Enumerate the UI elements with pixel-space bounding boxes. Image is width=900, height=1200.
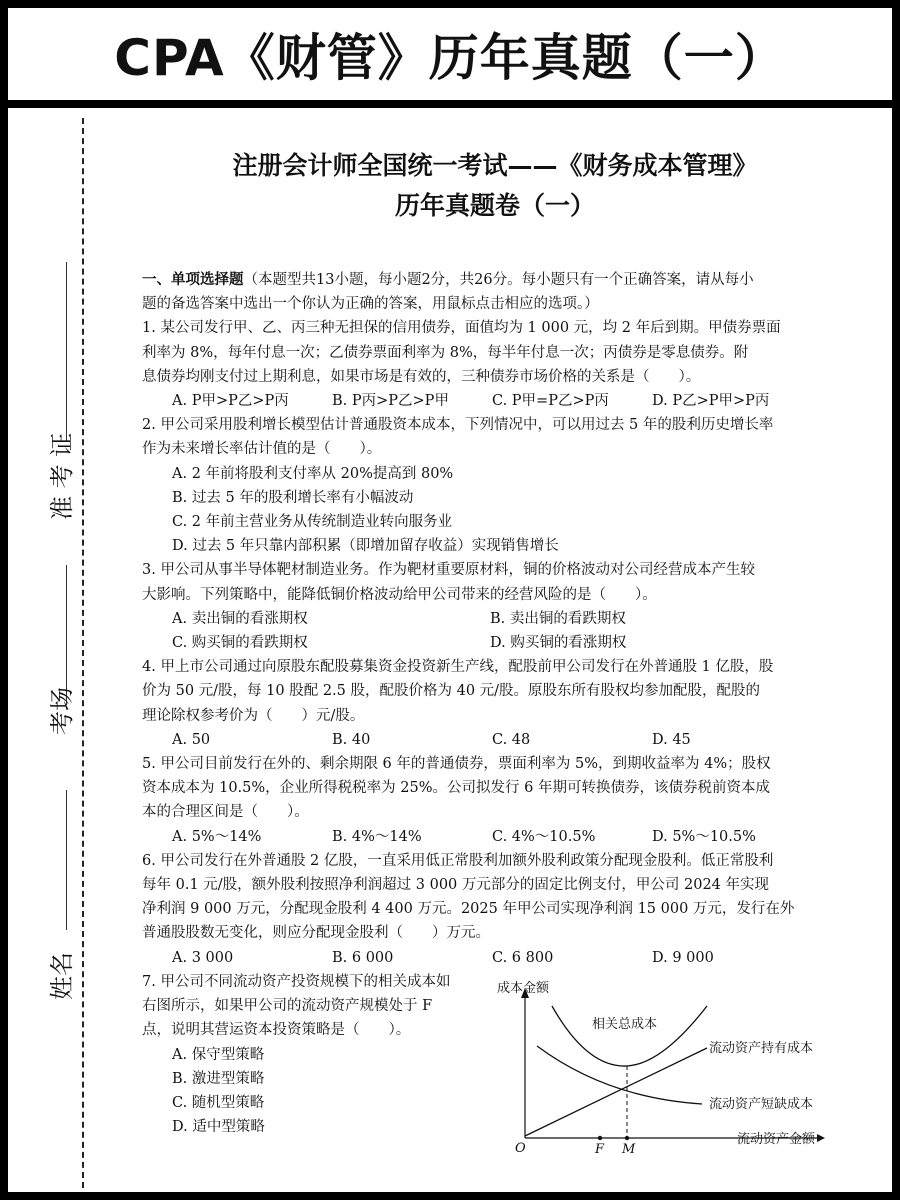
options-row [142, 728, 812, 752]
section-heading: 一、单项选择题 [142, 272, 244, 288]
question-6 [142, 849, 812, 970]
question-stem [142, 316, 812, 389]
stem-line: 大影响。下列策略中，能降低铜价格波动给甲公司带来的经营风险的是（ ）。 [142, 586, 657, 603]
stem-line: 3. 甲公司从事半导体靶材制造业务。作为靶材重要原材料，铜的价格波动对公司经营成本产生较 [142, 562, 755, 579]
stem-line: 息债券均刚支付过上期利息，如果市场是有效的，三种债券市场价格的关系是（ ）。 [142, 368, 701, 385]
chart-ylabel: 成本金额 [497, 981, 550, 996]
chart-origin-label: O [515, 1141, 526, 1153]
stem-line: 作为未来增长率估计值的是（ ）。 [142, 441, 382, 458]
chart-line-shortage-cost [537, 1046, 702, 1104]
chart-line-total-cost [552, 1006, 707, 1066]
question-3 [142, 558, 812, 655]
stem-line: 4. 甲上市公司通过向原股东配股募集资金投资新生产线，配股前甲公司发行在外普通股 1 亿股，股 [142, 659, 774, 676]
stem-line: 2. 甲公司采用股利增长模型估计普通股资本成本，下列情况中，可以用过去 5 年的股利历史增长率 [142, 417, 774, 434]
chart-marker-label-m: M [622, 1142, 636, 1153]
option-a[interactable]: A. 卖出铜的看涨期权 [172, 610, 308, 627]
option-c[interactable]: C. 48 [492, 731, 531, 748]
stem-line: 7. 甲公司不同流动资产投资规模下的相关成本如 [142, 973, 451, 990]
stem-line: 6. 甲公司发行在外普通股 2 亿股，一直采用低正常股利加额外股利政策分配现金股利。低正常股利 [142, 852, 774, 869]
option-d[interactable]: D. P乙>P甲>P丙 [652, 393, 770, 410]
chart-marker-label-f: F [595, 1142, 605, 1153]
option-a[interactable]: A. 保守型策略 [172, 1046, 265, 1063]
options-row [142, 631, 812, 655]
sidebar-field-exam-id: 准 考 证 [48, 432, 76, 520]
option-d[interactable]: D. 9 000 [652, 949, 714, 966]
chart-marker-m [625, 1136, 629, 1140]
question-stem [142, 655, 812, 728]
question-4 [142, 655, 812, 752]
stem-line: 资本成本为 10.5%，企业所得税税率为 25%。公司拟发行 6 年期可转换债券，该债券税前资本成 [142, 780, 770, 797]
option-b[interactable]: B. 6 000 [332, 949, 394, 966]
option-b[interactable]: B. 过去 5 年的股利增长率有小幅波动 [172, 489, 414, 506]
sidebar-field-exam-room: 考场 [48, 687, 76, 735]
sidebar-underline-name [66, 790, 67, 930]
binding-dashed-line [82, 118, 84, 1188]
stem-line: 点，说明其营运资本投资策略是（ ）。 [142, 1022, 411, 1039]
question-2 [142, 413, 812, 558]
chart-xlabel: 流动资产金额 [737, 1132, 816, 1147]
stem-line: 5. 甲公司目前发行在外的、剩余期限 6 年的普通债券，票面利率为 5%，到期收益率为 4%；股权 [142, 756, 771, 773]
option-a[interactable]: A. 2 年前将股利支付率从 20%提高到 80% [172, 465, 454, 482]
question-content [142, 268, 816, 1153]
sidebar-underline-exam-room [66, 565, 67, 705]
question-5 [142, 752, 812, 849]
option-b[interactable]: B. 卖出铜的看跌期权 [490, 610, 626, 627]
option-b[interactable]: B. 40 [332, 731, 371, 748]
question-1 [142, 316, 812, 413]
stem-line: 每年 0.1 元/股，额外股利按照净利润超过 3 000 万元部分的固定比例支付，甲公司 2024 年实现 [142, 877, 770, 894]
options-row [142, 389, 812, 413]
option-a[interactable]: A. P甲>P乙>P丙 [172, 393, 289, 410]
chart-series-label-shortage: 流动资产短缺成本 [709, 1097, 814, 1112]
question-stem [142, 849, 812, 946]
question-stem [142, 970, 472, 1043]
option-c[interactable]: C. 6 800 [492, 949, 554, 966]
options-row [142, 946, 812, 970]
question-7-text [142, 970, 472, 1139]
chart-series-label-total: 相关总成本 [592, 1017, 658, 1032]
cost-chart [497, 978, 827, 1153]
section-header [142, 268, 812, 292]
stem-line: 普通股股数无变化，则应分配现金股利（ ）万元。 [142, 925, 490, 942]
option-a[interactable]: A. 3 000 [172, 949, 234, 966]
stem-line: 理论除权参考价为（ ）元/股。 [142, 707, 365, 724]
option-c[interactable]: C. 随机型策略 [172, 1094, 265, 1111]
options-row [142, 825, 812, 849]
sidebar-underline-exam-id [66, 262, 67, 442]
sidebar-field-name: 姓名 [48, 952, 76, 1000]
question-stem [142, 752, 812, 825]
banner-title: CPA《财管》历年真题（一） [8, 8, 892, 108]
options-row [142, 607, 812, 631]
stem-line: 右图所示，如果甲公司的流动资产规模处于 F [142, 998, 433, 1015]
stem-line: 本的合理区间是（ ）。 [142, 804, 309, 821]
option-d[interactable]: D. 45 [652, 731, 691, 748]
option-d[interactable]: D. 购买铜的看涨期权 [490, 635, 627, 652]
option-a[interactable]: A. 5%～14% [172, 828, 262, 845]
stem-line: 净利润 9 000 万元，分配现金股利 4 400 万元。2025 年甲公司实现净利润 15 000 万元，发行在外 [142, 901, 795, 918]
chart-series-label-holding: 流动资产持有成本 [709, 1041, 814, 1056]
option-d[interactable]: D. 适中型策略 [172, 1119, 265, 1136]
option-a[interactable]: A. 50 [172, 731, 211, 748]
question-stem [142, 558, 812, 606]
option-d[interactable]: D. 过去 5 年只靠内部积累（即增加留存收益）实现销售增长 [172, 538, 559, 555]
option-c[interactable]: C. P甲=P乙>P丙 [492, 393, 609, 410]
paper-title-line2: 历年真题卷（一） [394, 191, 595, 220]
option-c[interactable]: C. 2 年前主营业务从传统制造业转向服务业 [172, 514, 453, 531]
option-c[interactable]: C. 购买铜的看跌期权 [172, 635, 308, 652]
paper-title-line1: 注册会计师全国统一考试——《财务成本管理》 [232, 151, 758, 180]
stem-line: 1. 某公司发行甲、乙、丙三种无担保的信用债券，面值均为 1 000 元，均 2 年后到期。甲债券票面 [142, 320, 781, 337]
section-instructions-1: （本题型共13小题，每小题2分，共26分。每小题只有一个正确答案，请从每小 [243, 272, 754, 288]
stem-line: 价为 50 元/股，每 10 股配 2.5 股，配股价格为 40 元/股。原股东所有股权均参加配股，配股的 [142, 683, 761, 700]
stem-line: 利率为 8%，每年付息一次；乙债券票面利率为 8%，每半年付息一次；丙债券是零息债券。附 [142, 344, 749, 361]
option-b[interactable]: B. 4%～14% [332, 828, 422, 845]
option-b[interactable]: B. 激进型策略 [172, 1070, 265, 1087]
chart-x-arrow [817, 1134, 825, 1142]
question-stem [142, 413, 812, 461]
section-instructions-2: 题的备选答案中选出一个你认为正确的答案，用鼠标点击相应的选项。） [142, 296, 599, 313]
chart-line-holding-cost [525, 1048, 707, 1136]
option-b[interactable]: B. P丙>P乙>P甲 [332, 393, 449, 410]
chart-marker-f [598, 1136, 602, 1140]
option-c[interactable]: C. 4%～10.5% [492, 828, 596, 845]
option-d[interactable]: D. 5%～10.5% [652, 828, 756, 845]
